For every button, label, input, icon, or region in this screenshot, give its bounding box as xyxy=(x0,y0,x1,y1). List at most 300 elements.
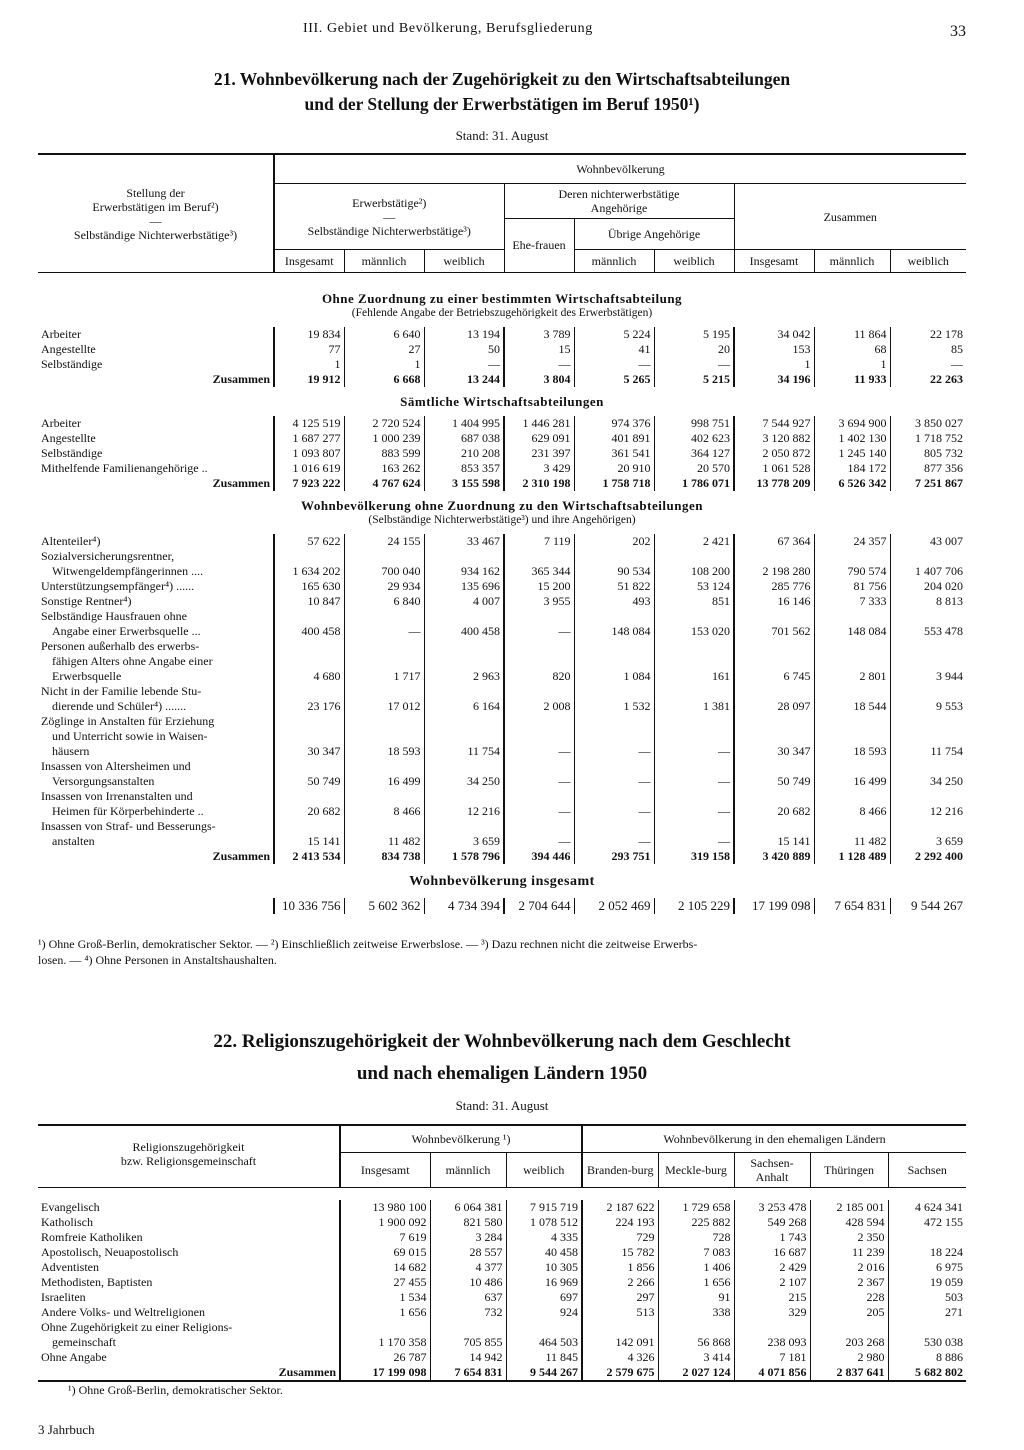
table-row xyxy=(38,579,966,594)
section-subheading: (Selbständige Nichterwerbstätige³) und ihre Angehörigen) xyxy=(368,514,636,526)
cell-value: 553 478 xyxy=(890,624,966,639)
cell-value xyxy=(734,549,814,564)
cell-value: 2 198 280 xyxy=(734,564,814,579)
cell-value: 67 364 xyxy=(734,534,814,549)
t22-cell xyxy=(430,1320,506,1335)
cell-value: 153 020 xyxy=(654,624,734,639)
table-row xyxy=(38,624,966,639)
cell-value: 11 754 xyxy=(424,744,504,759)
cell-value: 1 381 xyxy=(654,699,734,714)
section-sub-row xyxy=(38,514,966,534)
t22-cell: 11 239 xyxy=(810,1245,888,1260)
t22-col-header: Thüringen xyxy=(810,1153,888,1188)
cell-value xyxy=(504,759,574,774)
total-row xyxy=(38,372,966,387)
cell-value: 1 532 xyxy=(574,699,654,714)
t22-cell: 3 414 xyxy=(658,1350,734,1365)
cell-value: 365 344 xyxy=(504,564,574,579)
cell-value: 364 127 xyxy=(654,446,734,461)
t22-row xyxy=(38,1215,966,1230)
total-value: 13 244 xyxy=(424,372,504,387)
total-value: 5 265 xyxy=(574,372,654,387)
cell-value xyxy=(274,819,344,834)
cell-value xyxy=(504,654,574,669)
cell-value: 50 749 xyxy=(274,774,344,789)
cell-value xyxy=(424,819,504,834)
cell-value: 11 754 xyxy=(890,744,966,759)
stub-header-line: Selbständige Nichterwerbstätige³) xyxy=(73,227,238,242)
t22-cell: 16 687 xyxy=(734,1245,810,1260)
table22-header xyxy=(38,1125,966,1188)
row-label: Nicht in der Familie lebende Stu- xyxy=(41,684,202,698)
t22-row-label: Methodisten, Baptisten xyxy=(41,1275,153,1289)
table-row xyxy=(38,789,966,804)
cell-value: 15 141 xyxy=(734,834,814,849)
t22-cell: 1 729 658 xyxy=(658,1200,734,1215)
cell-value xyxy=(574,729,654,744)
total-value: 2 292 400 xyxy=(890,849,966,864)
cell-value: — xyxy=(890,357,966,372)
cell-value: 51 822 xyxy=(574,579,654,594)
t22-row xyxy=(38,1275,966,1290)
cell-value: 29 934 xyxy=(344,579,424,594)
t22-col-header: Meckle-burg xyxy=(658,1153,734,1188)
cell-value xyxy=(890,789,966,804)
t22-cell xyxy=(582,1320,658,1335)
cell-value: — xyxy=(654,744,734,759)
cell-value xyxy=(274,654,344,669)
cell-value: — xyxy=(654,774,734,789)
cell-value xyxy=(654,639,734,654)
cell-value: — xyxy=(344,624,424,639)
table21-header xyxy=(38,154,966,273)
section-heading: Wohnbevölkerung ohne Zuordnung zu den Wirtschaftsabteilungen xyxy=(301,498,703,513)
t22-row-label: Adventisten xyxy=(41,1260,99,1274)
cell-value: 877 356 xyxy=(890,461,966,476)
t22-cell: 503 xyxy=(888,1290,966,1305)
total-value: 13 778 209 xyxy=(734,476,814,491)
t22-row-label: Romfreie Katholiken xyxy=(41,1230,143,1244)
t22-cell: 13 980 100 xyxy=(340,1200,430,1215)
table21-title-line2: und der Stellung der Erwerbstätigen im Beruf 1950¹) xyxy=(304,94,700,114)
t22-row-label: Andere Volks- und Weltreligionen xyxy=(41,1305,206,1319)
cell-value: 90 534 xyxy=(574,564,654,579)
cell-value: — xyxy=(574,804,654,819)
table21-body xyxy=(38,273,966,915)
cell-value xyxy=(574,639,654,654)
t22-cell: 11 845 xyxy=(506,1350,582,1365)
cell-value: 2 050 872 xyxy=(734,446,814,461)
table-row xyxy=(38,549,966,564)
t22-cell: 4 624 341 xyxy=(888,1200,966,1215)
cell-value: 687 038 xyxy=(424,431,504,446)
cell-value: 4 680 xyxy=(274,669,344,684)
t22-cell: 205 xyxy=(810,1305,888,1320)
row-label: Zöglinge in Anstalten für Erziehung xyxy=(41,714,215,728)
total-row xyxy=(38,476,966,491)
cell-value xyxy=(344,639,424,654)
cell-value xyxy=(504,639,574,654)
row-label: fähigen Alters ohne Angabe einer xyxy=(52,654,213,668)
row-label: Angestellte xyxy=(41,431,96,445)
t22-cell: 28 557 xyxy=(430,1245,506,1260)
erw-line: Selbständige Nichterwerbstätige³) xyxy=(307,223,471,238)
cell-value: 3 659 xyxy=(424,834,504,849)
t22-cell: 7 915 719 xyxy=(506,1200,582,1215)
cell-value: 8 466 xyxy=(344,804,424,819)
cell-value xyxy=(890,684,966,699)
cell-value xyxy=(274,729,344,744)
col-zus-maennlich: männlich xyxy=(814,250,890,273)
cell-value xyxy=(654,549,734,564)
t22-total-value: 2 579 675 xyxy=(582,1365,658,1381)
t22-cell: 4 335 xyxy=(506,1230,582,1245)
total-row xyxy=(38,849,966,864)
footer-jahrbuch: 3 Jahrbuch xyxy=(38,1422,95,1437)
table-row xyxy=(38,416,966,431)
t22-cell: 2 187 622 xyxy=(582,1200,658,1215)
t22-row xyxy=(38,1335,966,1350)
cell-value xyxy=(814,759,890,774)
cell-value xyxy=(654,684,734,699)
section-head-row xyxy=(38,491,966,514)
cell-value: 34 250 xyxy=(424,774,504,789)
cell-value xyxy=(734,789,814,804)
row-label: Witwengeldempfängerinnen .... xyxy=(52,564,204,578)
t22-cell: 637 xyxy=(430,1290,506,1305)
row-label: Selbständige xyxy=(41,446,103,460)
total-value: 4 767 624 xyxy=(344,476,424,491)
cell-value xyxy=(734,759,814,774)
section-sub-row xyxy=(38,307,966,327)
t22-spacer xyxy=(38,1188,966,1201)
cell-value: 11 482 xyxy=(344,834,424,849)
cell-value: 402 623 xyxy=(654,431,734,446)
table-row xyxy=(38,804,966,819)
t22-group-laender: Wohnbevölkerung in den ehemaligen Ländern xyxy=(582,1125,966,1153)
cell-value xyxy=(504,684,574,699)
insgesamt-heading: Wohnbevölkerung insgesamt xyxy=(409,874,595,889)
cell-value xyxy=(814,789,890,804)
cell-value xyxy=(814,609,890,624)
t22-cell: 549 268 xyxy=(734,1215,810,1230)
t22-cell: 6 064 381 xyxy=(430,1200,506,1215)
col-ehefrauen: Ehe-frauen xyxy=(504,218,574,273)
t22-cell: 225 882 xyxy=(658,1215,734,1230)
total-value: 2 413 534 xyxy=(274,849,344,864)
total-value: 1 578 796 xyxy=(424,849,504,864)
cell-value: 7 333 xyxy=(814,594,890,609)
cell-value: — xyxy=(504,774,574,789)
total-label: Zusammen xyxy=(212,476,270,490)
t22-cell: 40 458 xyxy=(506,1245,582,1260)
cell-value xyxy=(814,654,890,669)
t22-cell: 513 xyxy=(582,1305,658,1320)
cell-value: — xyxy=(574,774,654,789)
cell-value: 148 084 xyxy=(574,624,654,639)
cell-value: 1 xyxy=(274,357,344,372)
cell-value xyxy=(654,714,734,729)
cell-value: 24 357 xyxy=(814,534,890,549)
t22-col-header: Insgesamt xyxy=(340,1153,430,1188)
cell-value: 22 178 xyxy=(890,327,966,342)
cell-value: 43 007 xyxy=(890,534,966,549)
t22-cell: 2 107 xyxy=(734,1275,810,1290)
cell-value: 285 776 xyxy=(734,579,814,594)
cell-value: 7 544 927 xyxy=(734,416,814,431)
col-uebrige-angehoerige: Übrige Angehörige xyxy=(574,218,734,250)
cell-value xyxy=(574,609,654,624)
total-label: Zusammen xyxy=(212,372,270,386)
cell-value: 998 751 xyxy=(654,416,734,431)
cell-value: 165 630 xyxy=(274,579,344,594)
cell-value xyxy=(814,549,890,564)
cell-value: 210 208 xyxy=(424,446,504,461)
t22-cell: 2 266 xyxy=(582,1275,658,1290)
cell-value: 53 124 xyxy=(654,579,734,594)
insgesamt-value: 2 704 644 xyxy=(504,898,574,914)
cell-value: — xyxy=(574,834,654,849)
table-row xyxy=(38,669,966,684)
t22-cell: 729 xyxy=(582,1230,658,1245)
cell-value: 16 499 xyxy=(344,774,424,789)
t22-total-label: Zusammen xyxy=(278,1365,336,1379)
total-value: 1 128 489 xyxy=(814,849,890,864)
cell-value xyxy=(344,549,424,564)
row-label: Versorgungsanstalten xyxy=(52,774,155,788)
cell-value xyxy=(424,729,504,744)
cell-value: 1 404 995 xyxy=(424,416,504,431)
t22-cell xyxy=(888,1230,966,1245)
t22-cell: 69 015 xyxy=(340,1245,430,1260)
cell-value xyxy=(574,789,654,804)
cell-value xyxy=(344,654,424,669)
t22-col-header: Sachsen-Anhalt xyxy=(734,1153,810,1188)
cell-value: 8 813 xyxy=(890,594,966,609)
cell-value: 1 093 807 xyxy=(274,446,344,461)
row-label: Insassen von Altersheimen und xyxy=(41,759,191,773)
insgesamt-label xyxy=(38,898,274,914)
insgesamt-value: 17 199 098 xyxy=(734,898,814,914)
row-label: Altenteiler⁴) xyxy=(41,534,101,548)
row-label: Selbständige Hausfrauen ohne xyxy=(41,609,187,623)
t22-cell: 2 980 xyxy=(810,1350,888,1365)
table-row xyxy=(38,699,966,714)
insgesamt-value: 4 734 394 xyxy=(424,898,504,914)
t22-row-label: Ohne Zugehörigkeit zu einer Religions- xyxy=(41,1320,233,1334)
cell-value: 401 891 xyxy=(574,431,654,446)
t22-cell xyxy=(506,1320,582,1335)
cell-value xyxy=(814,819,890,834)
cell-value xyxy=(574,819,654,834)
t22-cell: 238 093 xyxy=(734,1335,810,1350)
t22-row xyxy=(38,1230,966,1245)
cell-value xyxy=(890,654,966,669)
row-label: Unterstützungsempfänger⁴) ...... xyxy=(41,579,195,593)
total-value: 1 758 718 xyxy=(574,476,654,491)
section-heading: Sämtliche Wirtschaftsabteilungen xyxy=(400,394,604,409)
cell-value: 1 xyxy=(344,357,424,372)
t22-cell: 697 xyxy=(506,1290,582,1305)
cell-value: 7 119 xyxy=(504,534,574,549)
cell-value: 28 097 xyxy=(734,699,814,714)
col-zus-insgesamt: Insgesamt xyxy=(734,250,814,273)
cell-value: 19 834 xyxy=(274,327,344,342)
group-header-wohnbevoelkerung: Wohnbevölkerung xyxy=(274,154,966,184)
cell-value: 20 570 xyxy=(654,461,734,476)
cell-value: 1 446 281 xyxy=(504,416,574,431)
t22-cell: 1 170 358 xyxy=(340,1335,430,1350)
cell-value xyxy=(734,729,814,744)
cell-value: 23 176 xyxy=(274,699,344,714)
cell-value xyxy=(424,549,504,564)
cell-value: 10 847 xyxy=(274,594,344,609)
cell-value xyxy=(734,639,814,654)
insgesamt-value: 10 336 756 xyxy=(274,898,344,914)
t22-group-wohnbevoelkerung: Wohnbevölkerung ¹) xyxy=(340,1125,582,1153)
cell-value xyxy=(424,759,504,774)
insgesamt-value: 9 544 267 xyxy=(890,898,966,914)
t22-cell: 228 xyxy=(810,1290,888,1305)
total-value: 7 251 867 xyxy=(890,476,966,491)
cell-value: 11 864 xyxy=(814,327,890,342)
stub-header-line: — xyxy=(149,213,162,228)
cell-value xyxy=(654,789,734,804)
cell-value xyxy=(734,819,814,834)
t22-cell: 924 xyxy=(506,1305,582,1320)
cell-value: 934 162 xyxy=(424,564,504,579)
cell-value xyxy=(274,714,344,729)
t22-col-header: Branden-burg xyxy=(582,1153,658,1188)
cell-value xyxy=(654,819,734,834)
cell-value: 1 xyxy=(734,357,814,372)
cell-value: 701 562 xyxy=(734,624,814,639)
row-label: Personen außerhalb des erwerbs- xyxy=(41,639,200,653)
t22-cell: 2 367 xyxy=(810,1275,888,1290)
cell-value: 85 xyxy=(890,342,966,357)
cell-value xyxy=(344,609,424,624)
t22-cell: 732 xyxy=(430,1305,506,1320)
cell-value xyxy=(344,759,424,774)
cell-value: 2 720 524 xyxy=(344,416,424,431)
t22-col-header: männlich xyxy=(430,1153,506,1188)
total-value: 3 804 xyxy=(504,372,574,387)
t22-cell: 728 xyxy=(658,1230,734,1245)
cell-value xyxy=(814,684,890,699)
cell-value: 68 xyxy=(814,342,890,357)
total-label: Zusammen xyxy=(212,849,270,863)
cell-value: 20 682 xyxy=(734,804,814,819)
col-uebrige-weiblich: weiblich xyxy=(654,250,734,273)
total-value: 394 446 xyxy=(504,849,574,864)
row-label: Angestellte xyxy=(41,342,96,356)
cell-value xyxy=(574,549,654,564)
cell-value: 50 749 xyxy=(734,774,814,789)
total-value: 1 786 071 xyxy=(654,476,734,491)
table22-body xyxy=(38,1188,966,1382)
t22-cell xyxy=(658,1320,734,1335)
cell-value xyxy=(504,789,574,804)
deren-line: Angehörige xyxy=(590,200,648,215)
cell-value xyxy=(424,684,504,699)
t22-total-value: 2 837 641 xyxy=(810,1365,888,1381)
row-label: Arbeiter xyxy=(41,416,81,430)
insgesamt-row xyxy=(38,898,966,914)
cell-value: 24 155 xyxy=(344,534,424,549)
cell-value xyxy=(734,609,814,624)
cell-value: 13 194 xyxy=(424,327,504,342)
table-row xyxy=(38,744,966,759)
cell-value: 853 357 xyxy=(424,461,504,476)
col-uebrige-maennlich: männlich xyxy=(574,250,654,273)
cell-value: 18 593 xyxy=(814,744,890,759)
stub-header xyxy=(38,154,274,273)
table-row xyxy=(38,684,966,699)
cell-value: 3 955 xyxy=(504,594,574,609)
cell-value: 12 216 xyxy=(424,804,504,819)
table-row xyxy=(38,714,966,729)
cell-value: 18 593 xyxy=(344,744,424,759)
total-value: 3 420 889 xyxy=(734,849,814,864)
row-label: Erwerbsquelle xyxy=(52,669,122,683)
cell-value: 3 944 xyxy=(890,669,966,684)
cell-value: 1 634 202 xyxy=(274,564,344,579)
cell-value xyxy=(574,714,654,729)
table-row xyxy=(38,819,966,834)
t22-row-label: gemeinschaft xyxy=(52,1335,116,1349)
cell-value: — xyxy=(504,834,574,849)
t22-cell: 821 580 xyxy=(430,1215,506,1230)
t22-cell: 338 xyxy=(658,1305,734,1320)
row-label: häusern xyxy=(52,744,90,758)
cell-value: 1 016 619 xyxy=(274,461,344,476)
cell-value: — xyxy=(504,804,574,819)
cell-value xyxy=(654,759,734,774)
cell-value xyxy=(504,729,574,744)
cell-value: 9 553 xyxy=(890,699,966,714)
t22-total-value: 5 682 802 xyxy=(888,1365,966,1381)
cell-value: 34 250 xyxy=(890,774,966,789)
row-label: Insassen von Irrenanstalten und xyxy=(41,789,193,803)
t22-cell: 271 xyxy=(888,1305,966,1320)
deren-line: Deren nichterwerbstätige xyxy=(558,186,680,201)
cell-value: — xyxy=(654,804,734,819)
t22-cell: 56 868 xyxy=(658,1335,734,1350)
cell-value: — xyxy=(654,834,734,849)
cell-value: 4 007 xyxy=(424,594,504,609)
cell-value: — xyxy=(504,357,574,372)
cell-value xyxy=(344,789,424,804)
t22-row-label: Israeliten xyxy=(41,1290,86,1304)
t22-cell: 2 185 001 xyxy=(810,1200,888,1215)
cell-value xyxy=(424,714,504,729)
cell-value: 12 216 xyxy=(890,804,966,819)
cell-value: 57 622 xyxy=(274,534,344,549)
cell-value xyxy=(890,714,966,729)
cell-value: 3 694 900 xyxy=(814,416,890,431)
cell-value xyxy=(890,549,966,564)
cell-value xyxy=(814,714,890,729)
t22-cell: 2 429 xyxy=(734,1260,810,1275)
cell-value xyxy=(734,684,814,699)
table21-title-line1: 21. Wohnbevölkerung nach der Zugehörigkeit zu den Wirtschaftsabteilungen xyxy=(213,69,791,89)
cell-value xyxy=(504,609,574,624)
t22-cell: 18 224 xyxy=(888,1245,966,1260)
t22-total-value: 7 654 831 xyxy=(430,1365,506,1381)
cell-value: 11 482 xyxy=(814,834,890,849)
cell-value: — xyxy=(504,624,574,639)
cell-value: 3 120 882 xyxy=(734,431,814,446)
